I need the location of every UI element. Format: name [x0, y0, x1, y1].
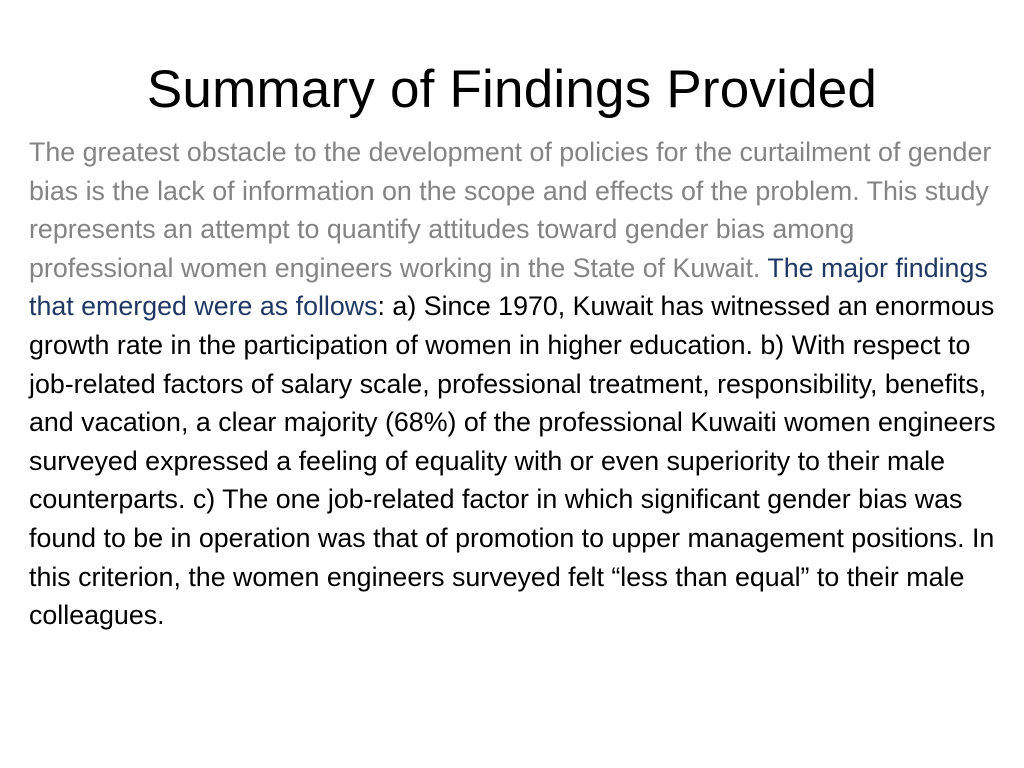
- intro-text: The greatest obstacle to the development of policies for the curtailment of gender bias is the lack of information on the scope and effects of the problem. This study represents an attempt to quantify attitudes toward gender bias among professional women engineers working in the State of Kuwait.: [29, 137, 992, 283]
- slide-title: Summary of Findings Provided: [146, 60, 878, 119]
- findings-text: : a) Since 1970, Kuwait has witnessed an enormous growth rate in the participation of women in higher education. b) With respect to job-related factors of salary scale, professional treatment, responsibility, benefits, and vacation, a clear majority (68%) of the professional Kuwaiti women engineers surveyed expressed a feeling of equality with or even superiority to their male counterparts. c) The one job-related factor in which significant gender bias was found to be in operation was that of promotion to upper management positions. In this criterion, the women engineers surveyed felt “less than equal” to their male colleagues.: [29, 291, 996, 631]
- findings-paragraph: [29, 133, 1001, 635]
- lead-in-text: The major findings that emerged were as follows: [29, 252, 988, 322]
